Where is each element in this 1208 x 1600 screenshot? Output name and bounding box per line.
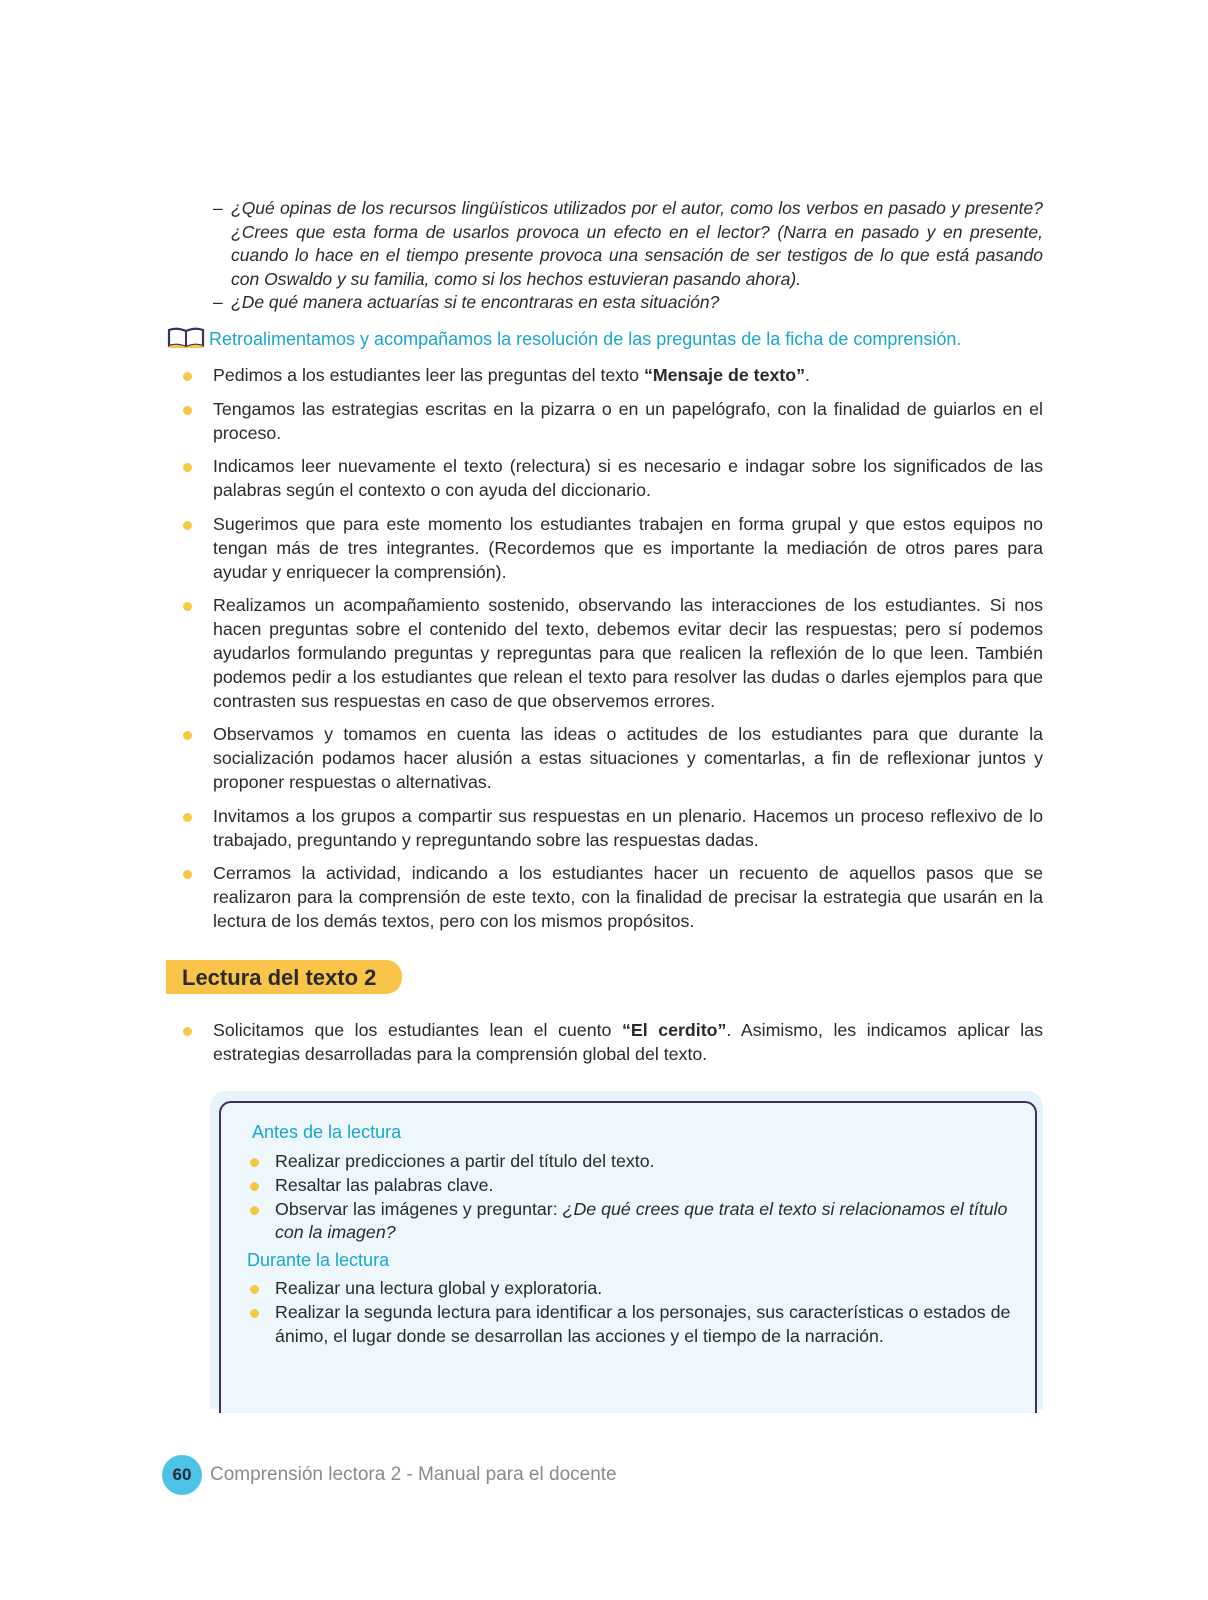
feedback-text: Retroalimentamos y acompañamos la resolución de las preguntas de la ficha de comprensión.	[209, 329, 962, 349]
before-reading-title: Antes de la lectura	[252, 1122, 402, 1142]
list-item: Realizar una lectura global y exploratoria.	[247, 1277, 1027, 1301]
list-item: Indicamos leer nuevamente el texto (relectura) si es necesario e indagar sobre los significados de las palabras según el contexto o con ayuda del diccionario.	[180, 455, 1043, 503]
bullet-dot	[250, 1182, 259, 1191]
bullet-dot	[183, 521, 192, 530]
list-item: Realizar predicciones a partir del título del texto.	[247, 1150, 1027, 1174]
list-item: Cerramos la actividad, indicando a los estudiantes hacer un recuento de aquellos pasos que se realizaron para la comprensión de este texto, con la finalidad de precisar la estrategia que usarán en la lectura de los demás textos, pero con los mismos propósitos.	[180, 862, 1043, 933]
question-item: – ¿De qué manera actuarías si te encontraras en esta situación?	[213, 291, 1043, 315]
list-item: Pedimos a los estudiantes leer las preguntas del texto “Mensaje de texto”.	[180, 364, 1043, 388]
bullet-dot	[183, 372, 192, 381]
section-title: Lectura del texto 2	[182, 965, 377, 990]
list-item: Observar las imágenes y preguntar: ¿De qué crees que trata el texto si relacionamos el título con la imagen?	[247, 1198, 1027, 1246]
during-reading-title: Durante la lectura	[247, 1250, 390, 1270]
bullet-dot	[250, 1158, 259, 1167]
bullet-dot	[183, 463, 192, 472]
bullet-dot	[183, 813, 192, 822]
dash-marker: –	[213, 198, 223, 218]
list-item: Sugerimos que para este momento los estudiantes trabajen en forma grupal y que estos equipos no tengan más de tres integrantes. (Recordemos que es importante la mediación de otros pares para ayudar y enriquecer la comprensión).	[180, 513, 1043, 584]
list-item: Solicitamos que los estudiantes lean el cuento “El cerdito”. Asimismo, les indicamos aplicar las estrategias desarrolladas para la comprensión global del texto.	[180, 1019, 1043, 1067]
book-icon	[167, 327, 205, 349]
footer-title: Comprensión lectora 2 - Manual para el docente	[210, 1464, 617, 1485]
section-list	[180, 1019, 1043, 1077]
bullet-dot	[183, 602, 192, 611]
question-list	[213, 197, 1043, 315]
dash-marker: –	[213, 292, 223, 312]
list-item: Observamos y tomamos en cuenta las ideas o actitudes de los estudiantes para que durante la socialización podamos hacer alusión a estas situaciones y comentarlas, a fin de reflexionar juntos y proponer respuestas o alternativas.	[180, 723, 1043, 794]
question-item: – ¿Qué opinas de los recursos lingüísticos utilizados por el autor, como los verbos en pasado y presente? ¿Crees que esta forma de usarlos provoca un efecto en el lector? (Narra en pasado y en presente, cuando lo hace en el tiempo presente provoca una sensación de ser testigos de lo que está pasando con Oswaldo y su familia, como si los hechos estuvieran pasando ahora).	[213, 198, 1043, 289]
page-number-badge	[162, 1455, 202, 1495]
list-item: Resaltar las palabras clave.	[247, 1174, 1027, 1198]
feedback-heading	[167, 326, 1047, 354]
bullet-dot	[250, 1206, 259, 1215]
bullet-dot	[183, 406, 192, 415]
bullet-dot	[183, 1027, 192, 1036]
list-item: Tengamos las estrategias escritas en la pizarra o en un papelógrafo, con la finalidad de guiarlos en el proceso.	[180, 398, 1043, 446]
before-reading-list	[247, 1150, 1027, 1245]
bullet-dot	[183, 731, 192, 740]
page-number: 60	[172, 1465, 192, 1484]
section-heading	[166, 960, 402, 994]
list-item: Invitamos a los grupos a compartir sus respuestas en un plenario. Hacemos un proceso reflexivo de lo trabajado, preguntando y repreguntando sobre las respuestas dadas.	[180, 805, 1043, 853]
during-reading-list	[247, 1277, 1027, 1348]
list-item: Realizar la segunda lectura para identificar a los personajes, sus características o estados de ánimo, el lugar donde se desarrollan las acciones y el tiempo de la narración.	[247, 1301, 1027, 1349]
strategy-list	[180, 364, 1043, 944]
bullet-dot	[250, 1309, 259, 1318]
bullet-dot	[183, 870, 192, 879]
bullet-dot	[250, 1285, 259, 1294]
list-item: Realizamos un acompañamiento sostenido, observando las interacciones de los estudiantes. Si nos hacen preguntas sobre el contenido del texto, debemos evitar decir las respuestas; pero sí podemos ayudarlos formulando preguntas y repreguntas para que realicen la reflexión de lo que leen. También podemos pedir a los estudiantes que relean el texto para resolver las dudas o darles ejemplos para que contrasten sus respuestas en caso de que observemos errores.	[180, 594, 1043, 713]
